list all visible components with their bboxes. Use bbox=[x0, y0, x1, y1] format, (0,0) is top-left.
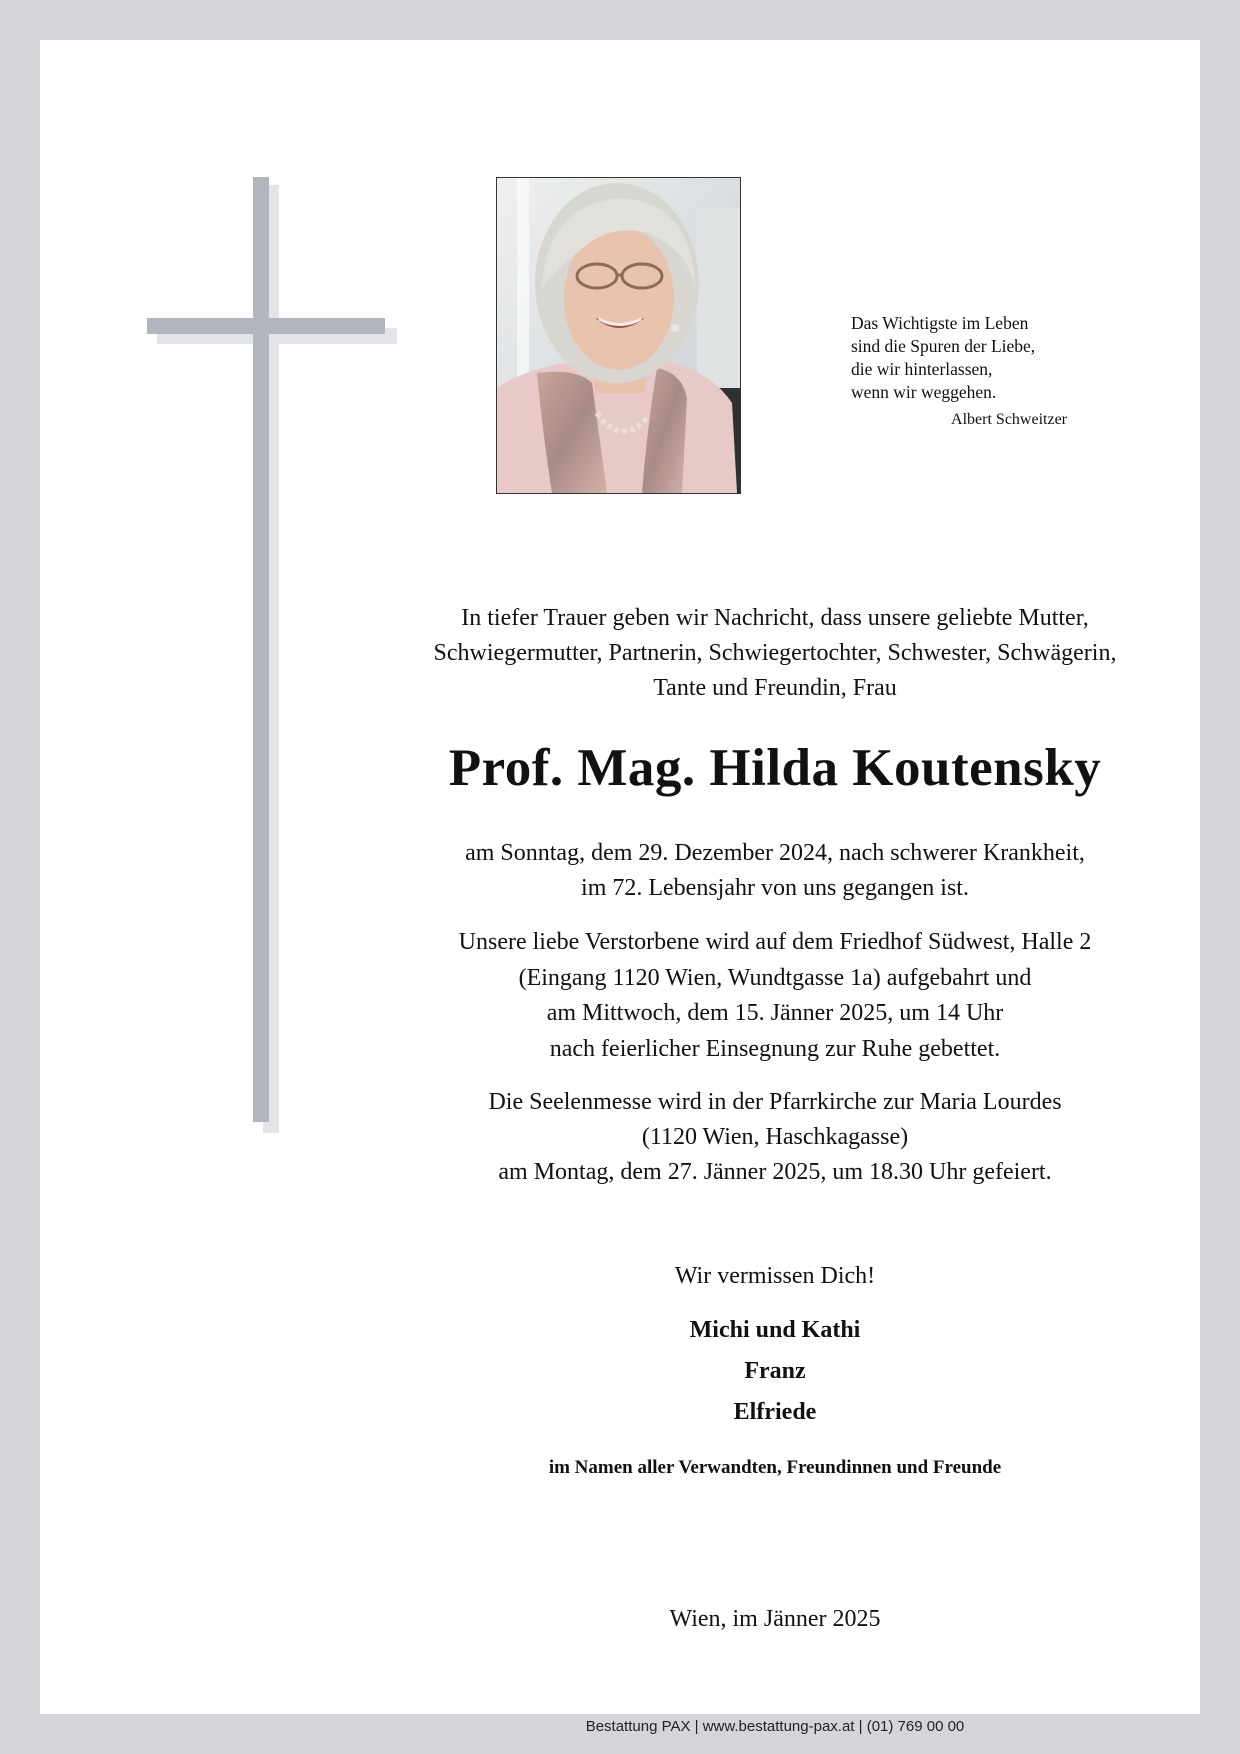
funeral-info bbox=[360, 925, 1190, 1067]
mourner-name: Michi und Kathi bbox=[689, 1317, 861, 1343]
quote-line: Das Wichtigste im Leben bbox=[851, 313, 1029, 333]
quote-block bbox=[851, 312, 1111, 431]
quote-line: wenn wir weggehen. bbox=[851, 382, 997, 402]
portrait-image bbox=[497, 178, 740, 493]
quote-line: sind die Spuren der Liebe, bbox=[851, 336, 1036, 356]
intro-line: Schwiegermutter, Partnerin, Schwiegertochter, Schwester, Schwägerin, bbox=[433, 640, 1117, 666]
mourners-list bbox=[360, 1310, 1190, 1433]
death-info bbox=[360, 836, 1190, 906]
closing-text: Wir vermissen Dich! bbox=[674, 1263, 876, 1289]
mourner-name: Elfriede bbox=[733, 1399, 817, 1425]
funeral-info-line: am Mittwoch, dem 15. Jänner 2025, um 14 Uhr bbox=[546, 1000, 1004, 1026]
obituary-sheet bbox=[40, 40, 1200, 1735]
mass-info-line: Die Seelenmesse wird in der Pfarrkirche zur Maria Lourdes bbox=[488, 1089, 1062, 1115]
portrait-photo bbox=[496, 177, 741, 494]
funeral-info-line: nach feierlicher Einsegnung zur Ruhe gebettet. bbox=[549, 1035, 1001, 1062]
family-note: im Namen aller Verwandten, Freundinnen und Freunde bbox=[548, 1457, 1002, 1478]
death-info-line: im 72. Lebensjahr von uns gegangen ist. bbox=[581, 875, 969, 901]
cross-beam-horizontal bbox=[147, 318, 385, 334]
place-date: Wien, im Jänner 2025 bbox=[669, 1606, 881, 1632]
intro-line: In tiefer Trauer geben wir Nachricht, dass unsere geliebte Mutter, bbox=[461, 605, 1089, 631]
mass-info bbox=[360, 1085, 1190, 1190]
footer-contact: Bestattung PAX | www.bestattung-pax.at | (01) 769 00 00 bbox=[585, 1718, 965, 1735]
funeral-info-line: (Eingang 1120 Wien, Wundtgasse 1a) aufgebahrt und bbox=[518, 964, 1032, 991]
intro-text bbox=[360, 601, 1190, 706]
quote-author: Albert Schweitzer bbox=[951, 411, 1067, 428]
death-info-line: am Sonntag, dem 29. Dezember 2024, nach schwerer Krankheit, bbox=[465, 840, 1085, 866]
deceased-name: Prof. Mag. Hilda Koutensky bbox=[448, 739, 1102, 797]
mass-info-line: (1120 Wien, Haschkagasse) bbox=[641, 1124, 909, 1150]
intro-line: Tante und Freundin, Frau bbox=[653, 675, 897, 701]
funeral-info-line: Unsere liebe Verstorbene wird auf dem Friedhof Südwest, Halle 2 bbox=[458, 929, 1092, 955]
quote-line: die wir hinterlassen, bbox=[851, 359, 993, 379]
mass-info-line: am Montag, dem 27. Jänner 2025, um 18.30 Uhr gefeiert. bbox=[498, 1159, 1052, 1185]
mourner-name: Franz bbox=[744, 1358, 806, 1384]
